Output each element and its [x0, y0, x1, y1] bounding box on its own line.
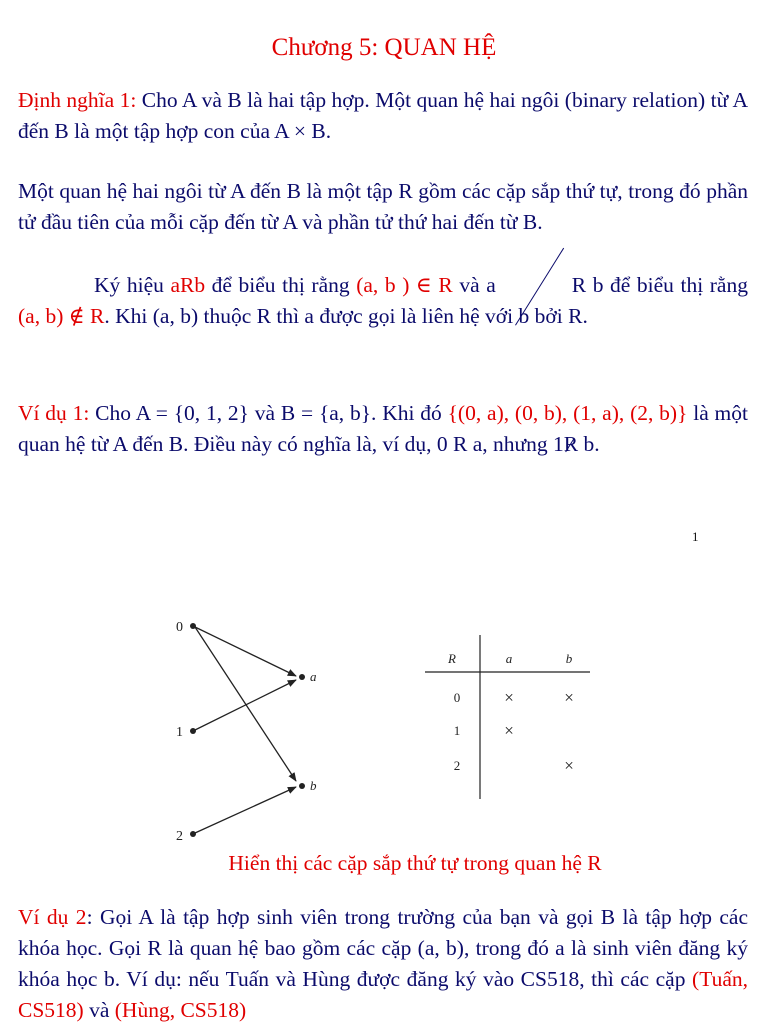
node-2: [190, 831, 196, 837]
example-2: Ví dụ 2: Gọi A là tập hợp sinh viên trong trường của bạn và gọi B là tập hợp các khóa học. Gọi R là quan hệ bao gồm các cặp (a, b), trong đó a là sinh viên đăng ký khóa học b. Ví dụ: nếu Tuấn và Hùng được đăng ký vào CS518, thì các cặp (Tuấn, CS518) và (Hùng, CS518): [18, 905, 748, 1022]
node-a: [299, 674, 305, 680]
node-label-0: 0: [176, 620, 183, 635]
table-cell-2-b: ×: [564, 756, 574, 775]
table-row-label-0: 0: [453, 690, 461, 705]
figure-caption: Hiển thị các cặp sắp thứ tự trong quan hệ R: [228, 851, 602, 875]
node-label-a: a: [310, 669, 317, 684]
example-2-pair-2: (Hùng, CS518): [114, 998, 247, 1022]
definition-text: Cho A và B là hai tập hợp. Một quan hệ hai ngôi (binary relation) từ A đến B là một tập hợp con của A × B.: [18, 88, 748, 143]
table-cell-0-a: ×: [504, 688, 514, 707]
pair-in-r: (a, b ) ∈ R: [356, 273, 453, 297]
example-2-pair-1: (Tuấn, CS518): [18, 967, 748, 1022]
table-col-a: a: [505, 651, 513, 666]
table-row-label-1: 1: [453, 723, 461, 738]
node-label-b: b: [310, 778, 317, 793]
relation-graph: [176, 620, 317, 844]
edge-0-a: [195, 627, 296, 676]
node-label-1: 1: [176, 725, 183, 740]
not-related-symbol: R: [564, 429, 578, 460]
edge-0-b: [195, 627, 296, 781]
table-cell-1-a: ×: [504, 721, 514, 740]
notation-arb: aRb: [170, 273, 206, 297]
table-col-b: b: [565, 651, 573, 666]
example-1-set: {(0, a), (0, b), (1, a), (2, b)}: [447, 401, 688, 425]
definition-label: Định nghĩa 1:: [18, 88, 137, 112]
page-number: 1: [692, 529, 699, 544]
relation-table: [425, 635, 590, 799]
table-row-label-2: 2: [453, 758, 461, 773]
node-b: [299, 783, 305, 789]
table-corner: R: [448, 651, 456, 666]
node-0: [190, 623, 196, 629]
definition-1: [18, 85, 748, 147]
page-title: Chương 5: QUAN HỆ: [271, 34, 497, 61]
example-1-label: Ví dụ 1:: [18, 401, 90, 425]
node-1: [190, 728, 196, 734]
pair-not-in-r: (a, b) ∉ R: [18, 304, 105, 328]
edge-2-b: [195, 787, 296, 833]
paragraph-relation-explanation: Một quan hệ hai ngôi từ A đến B là một tập R gồm các cặp sắp thứ tự, trong đó phần tử đầu tiên của mỗi cặp đến từ A và phần tử thứ hai đến từ B.: [18, 179, 748, 234]
table-cell-0-b: ×: [564, 688, 574, 707]
not-related-symbol: R: [496, 270, 586, 301]
node-label-2: 2: [176, 829, 183, 844]
relation-figure: [160, 600, 610, 850]
paragraph-notation: Ký hiệu aRb để biểu thị rằng (a, b ) ∈ R và a R b để biểu thị rằng (a, b) ∉ R. Khi (a, b) thuộc R thì a được gọi là liên hệ với b bởi R.: [18, 270, 748, 332]
example-2-label: Ví dụ 2: [18, 905, 87, 929]
example-1: Ví dụ 1: Cho A = {0, 1, 2} và B = {a, b}. Khi đó {(0, a), (0, b), (1, a), (2, b)} là một quan hệ từ A đến B. Điều này có nghĩa là, ví dụ, 0 R a, nhưng 1R b.: [18, 398, 748, 460]
edge-1-a: [195, 680, 296, 730]
